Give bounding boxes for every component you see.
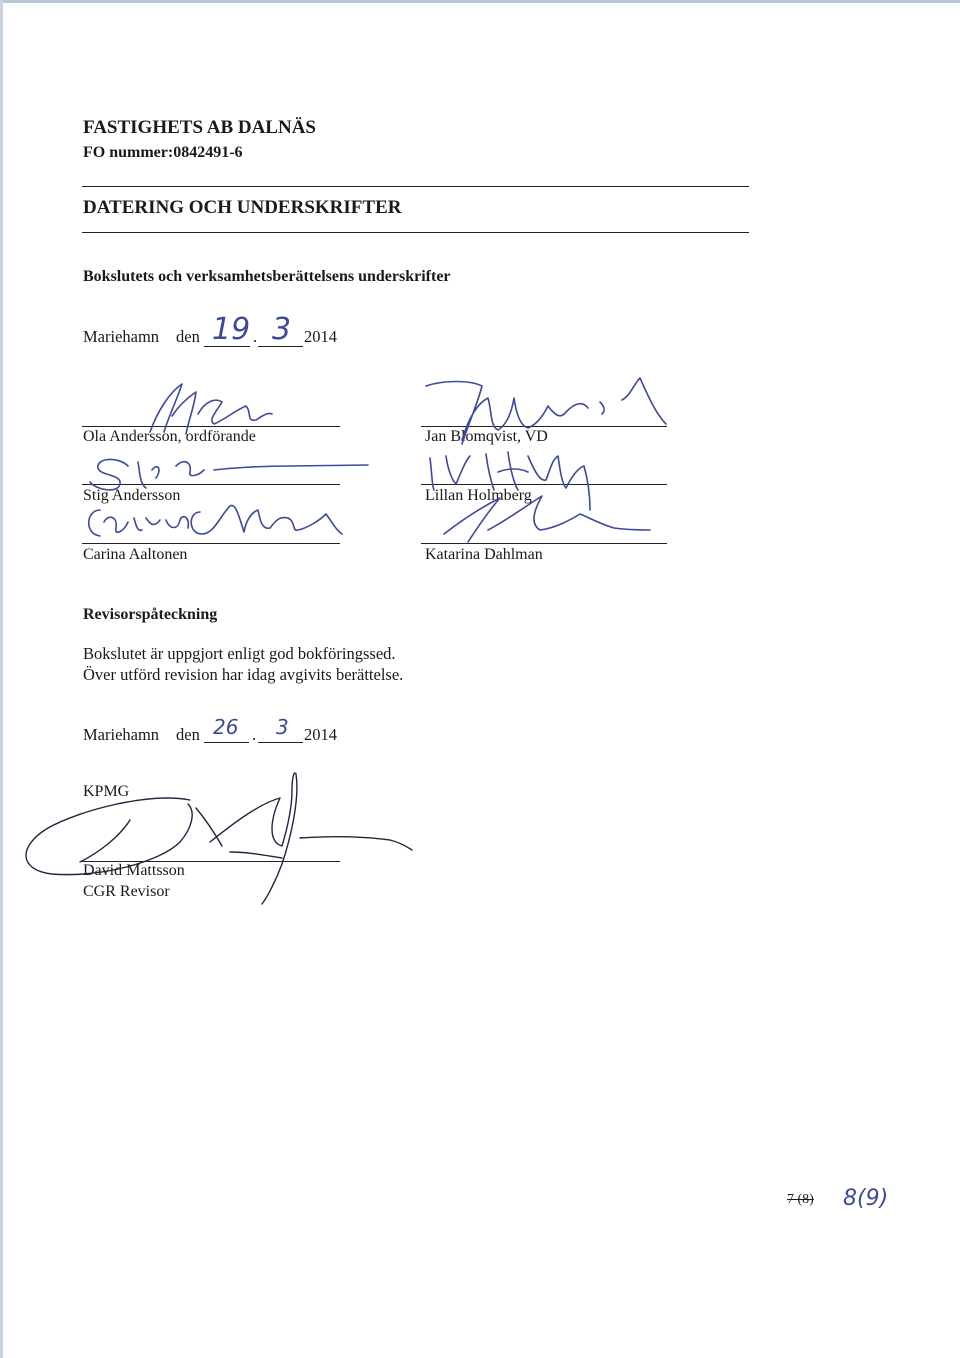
board-date-place: Mariehamn [83,327,160,346]
audit-day-handwritten: 26 [213,715,239,739]
section-title: DATERING OCH UNDERSKRIFTER [83,197,402,218]
printed-page-number: 7 (8) [787,1192,814,1207]
board-date-dot: . [253,327,258,346]
signatory-ola-andersson: Ola Andersson, ordförande [83,428,256,445]
board-date-year: 2014 [304,327,337,346]
signatures-subheading: Bokslutets och verksamhetsberättelsens underskrifter [83,268,451,285]
signatory-carina-aaltonen: Carina Aaltonen [83,546,188,563]
board-month-handwritten: 3 [272,312,292,347]
audit-date-dot: . [252,725,257,744]
signatory-jan-blomqvist: Jan Blomqvist, VD [425,428,548,445]
board-day-handwritten: 19 [212,312,251,347]
board-date-den: den [176,327,200,346]
company-name: FASTIGHETS AB DALNÄS [83,117,316,138]
audit-date-den: den [176,725,200,744]
signature-david-mattsson [26,773,412,904]
audit-heading: Revisorspåteckning [83,606,218,623]
auditor-title: CGR Revisor [83,883,170,900]
audit-month-handwritten: 3 [276,715,289,739]
signatory-stig-andersson: Stig Andersson [83,487,181,504]
audit-firm: KPMG [83,783,130,800]
auditor-name: David Mattsson [83,862,185,879]
audit-date-place: Mariehamn [83,725,160,744]
signatory-lillan-holmberg: Lillan Holmberg [425,487,532,504]
handwritten-page-number: 8(9) [843,1186,889,1211]
audit-date-year: 2014 [304,725,337,744]
audit-statement-2: Över utförd revision har idag avgivits berättelse. [83,665,404,684]
org-number: FO nummer:0842491-6 [83,144,243,161]
audit-statement-1: Bokslutet är uppgjort enligt god bokföringssed. [83,644,396,663]
signatory-katarina-dahlman: Katarina Dahlman [425,546,543,563]
